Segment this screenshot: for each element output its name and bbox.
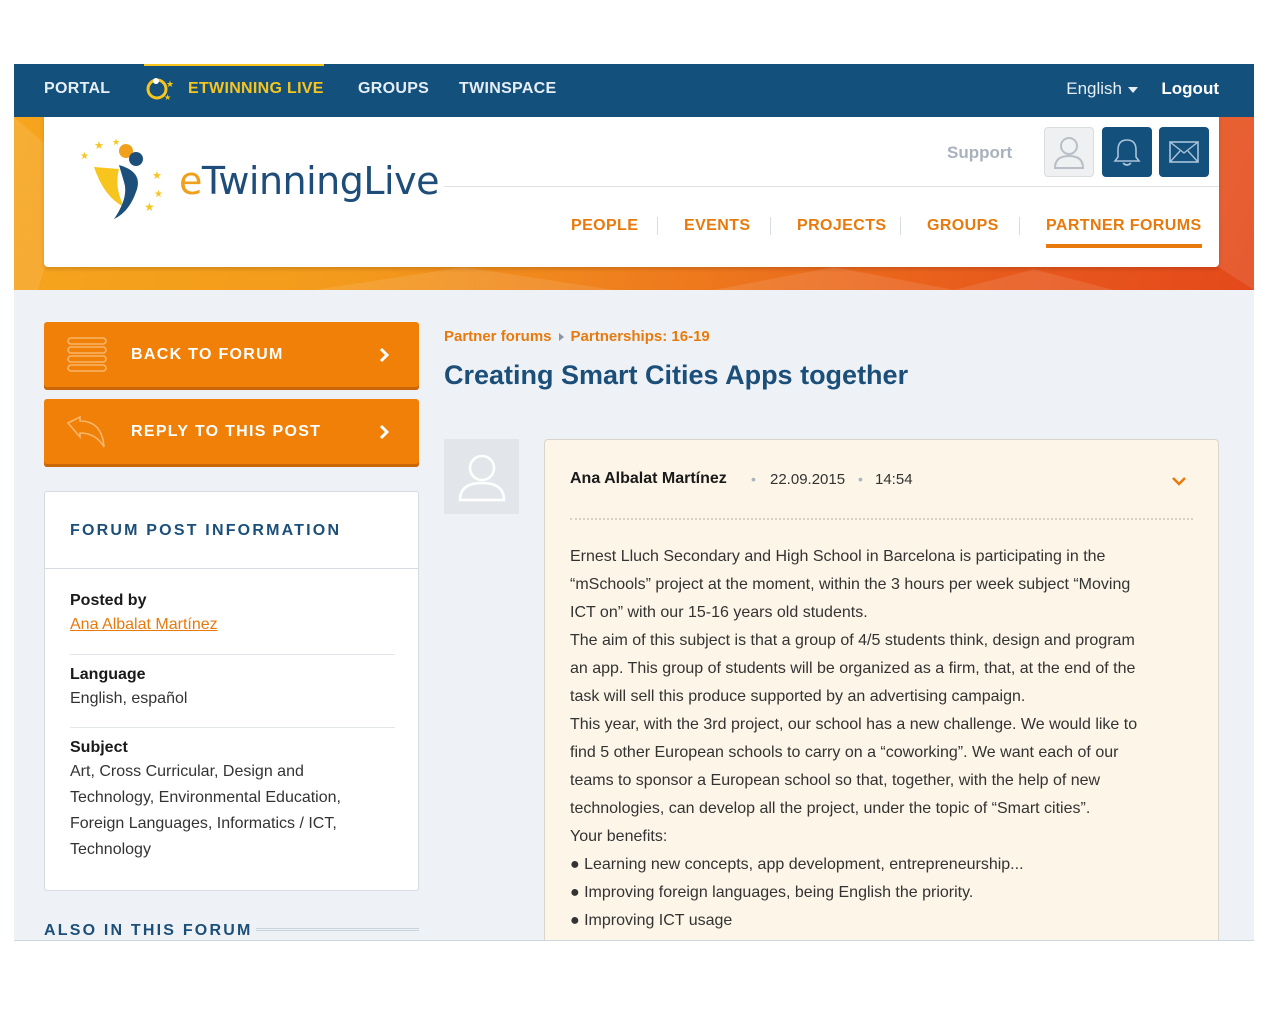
author-avatar[interactable] xyxy=(444,439,519,514)
mail-icon xyxy=(1169,141,1199,163)
logo-figures-icon xyxy=(74,137,174,222)
user-icon xyxy=(456,452,508,502)
notifications-button[interactable] xyxy=(1102,127,1152,177)
svg-text:★: ★ xyxy=(112,137,121,147)
etwinning-live-logo[interactable] xyxy=(74,137,439,222)
svg-text:★: ★ xyxy=(154,189,163,200)
post-line: an app. This group of students will be organized as a firm, that, at the end of the xyxy=(570,660,1136,677)
posted-by-link[interactable]: Ana Albalat Martínez xyxy=(70,616,218,633)
page-title: Creating Smart Cities Apps together xyxy=(444,360,909,390)
meta-separator: • xyxy=(751,471,756,487)
browser-viewport xyxy=(14,64,1254,941)
post-author[interactable]: Ana Albalat Martínez xyxy=(570,470,727,487)
etwinning-icon xyxy=(144,76,174,102)
posted-by-row xyxy=(70,592,395,638)
post-line: The aim of this subject is that a group of 4/5 students think, design and program xyxy=(570,632,1135,649)
divider xyxy=(70,727,395,728)
svg-text:★: ★ xyxy=(94,140,104,152)
top-nav-groups[interactable]: GROUPS xyxy=(358,80,430,97)
breadcrumb-partnerships[interactable]: Partnerships: 16-19 xyxy=(570,328,710,345)
caret-down-icon xyxy=(1128,87,1138,93)
top-nav-etwinning-live-label: ETWINNING LIVE xyxy=(188,80,324,97)
language-label: Language xyxy=(70,666,146,683)
forum-post xyxy=(544,439,1219,941)
post-line: ● Improving foreign languages, being English the priority. xyxy=(570,884,974,901)
chevron-right-icon xyxy=(379,421,391,443)
section-nav-projects[interactable]: PROJECTS xyxy=(797,217,887,234)
section-nav-people[interactable]: PEOPLE xyxy=(571,217,639,234)
post-line: ICT on” with our 15-16 years old students. xyxy=(570,604,868,621)
section-nav-groups[interactable]: GROUPS xyxy=(927,217,999,234)
nav-separator xyxy=(657,217,658,235)
language-value: English xyxy=(1066,79,1122,98)
svg-text:★: ★ xyxy=(144,200,155,214)
post-line: find 5 other European schools to carry on a “coworking”. We want each of our xyxy=(570,744,1119,761)
section-nav-events[interactable]: EVENTS xyxy=(684,217,751,234)
divider xyxy=(70,654,395,655)
post-line: This year, with the 3rd project, our school has a new challenge. We would like to xyxy=(570,716,1138,733)
chevron-down-icon[interactable] xyxy=(1172,476,1186,486)
nav-separator xyxy=(1019,217,1020,235)
post-line: Your benefits: xyxy=(570,828,668,845)
divider xyxy=(45,568,418,569)
heading-rule xyxy=(256,928,419,931)
post-date: 22.09.2015 xyxy=(770,471,846,488)
bell-icon xyxy=(1113,137,1141,167)
logo-wordmark: eTwinningLive xyxy=(179,159,439,203)
subject-label: Subject xyxy=(70,739,128,756)
post-line: Ernest Lluch Secondary and High School in Barcelona is participating in the xyxy=(570,548,1106,565)
post-line: “mSchools” project at the moment, within the 3 hours per week subject “Moving xyxy=(570,576,1131,593)
post-line: ● Improving ICT usage xyxy=(570,912,733,929)
reply-to-post-button[interactable] xyxy=(44,399,419,467)
reply-icon xyxy=(66,413,108,451)
back-to-forum-button[interactable] xyxy=(44,322,419,390)
nav-separator xyxy=(770,217,771,235)
user-icon xyxy=(1053,135,1085,169)
top-nav-portal[interactable]: PORTAL xyxy=(44,80,111,97)
info-card-title: FORUM POST INFORMATION xyxy=(70,522,342,539)
language-value-text: English, español xyxy=(70,690,188,707)
also-in-forum-heading: ALSO IN THIS FORUM xyxy=(44,922,253,939)
subject-value: Art, Cross Curricular, Design and Technology, Environmental Education, Foreign Languages, Informatics / ICT, Technology xyxy=(70,763,341,858)
nav-separator xyxy=(900,217,901,235)
svg-text:★: ★ xyxy=(80,151,89,162)
post-time: 14:54 xyxy=(875,471,913,488)
header-divider xyxy=(444,186,1219,187)
support-link[interactable]: Support xyxy=(947,143,1013,162)
post-line: task will sell this produce supported by an advertising campaign. xyxy=(570,688,1026,705)
messages-button[interactable] xyxy=(1159,127,1209,177)
top-nav-twinspace[interactable]: TWINSPACE xyxy=(459,80,557,97)
breadcrumb-arrow-icon xyxy=(559,333,564,341)
post-body xyxy=(570,543,1190,935)
post-divider xyxy=(570,518,1193,520)
back-to-forum-label: BACK TO FORUM xyxy=(131,346,284,363)
posted-by-label: Posted by xyxy=(70,592,147,609)
svg-text:★: ★ xyxy=(164,93,172,102)
section-nav-partner-forums[interactable]: PARTNER FORUMS xyxy=(1046,217,1202,234)
post-line: technologies, can develop all the project, under the topic of “Smart cities”. xyxy=(570,800,1091,817)
language-row xyxy=(70,666,395,712)
breadcrumb-partner-forums[interactable]: Partner forums xyxy=(444,328,552,345)
profile-button[interactable] xyxy=(1044,127,1094,177)
subject-row xyxy=(70,739,395,863)
breadcrumb xyxy=(444,328,710,345)
top-nav-etwinning-live[interactable] xyxy=(144,64,324,117)
svg-text:★: ★ xyxy=(166,79,174,89)
logout-link[interactable]: Logout xyxy=(1161,79,1219,98)
language-select[interactable] xyxy=(1066,64,1138,113)
svg-text:★: ★ xyxy=(152,170,162,182)
forum-post-info-card xyxy=(44,491,419,891)
header-card xyxy=(44,117,1219,267)
meta-separator: • xyxy=(858,471,863,487)
list-icon xyxy=(66,336,108,374)
reply-to-post-label: REPLY TO THIS POST xyxy=(131,423,322,440)
post-line: ● Learning new concepts, app development, entrepreneurship... xyxy=(570,856,1024,873)
top-nav xyxy=(14,64,1254,117)
chevron-right-icon xyxy=(379,344,391,366)
post-line: teams to sponsor a European school so that, together, with the help of new xyxy=(570,772,1101,789)
